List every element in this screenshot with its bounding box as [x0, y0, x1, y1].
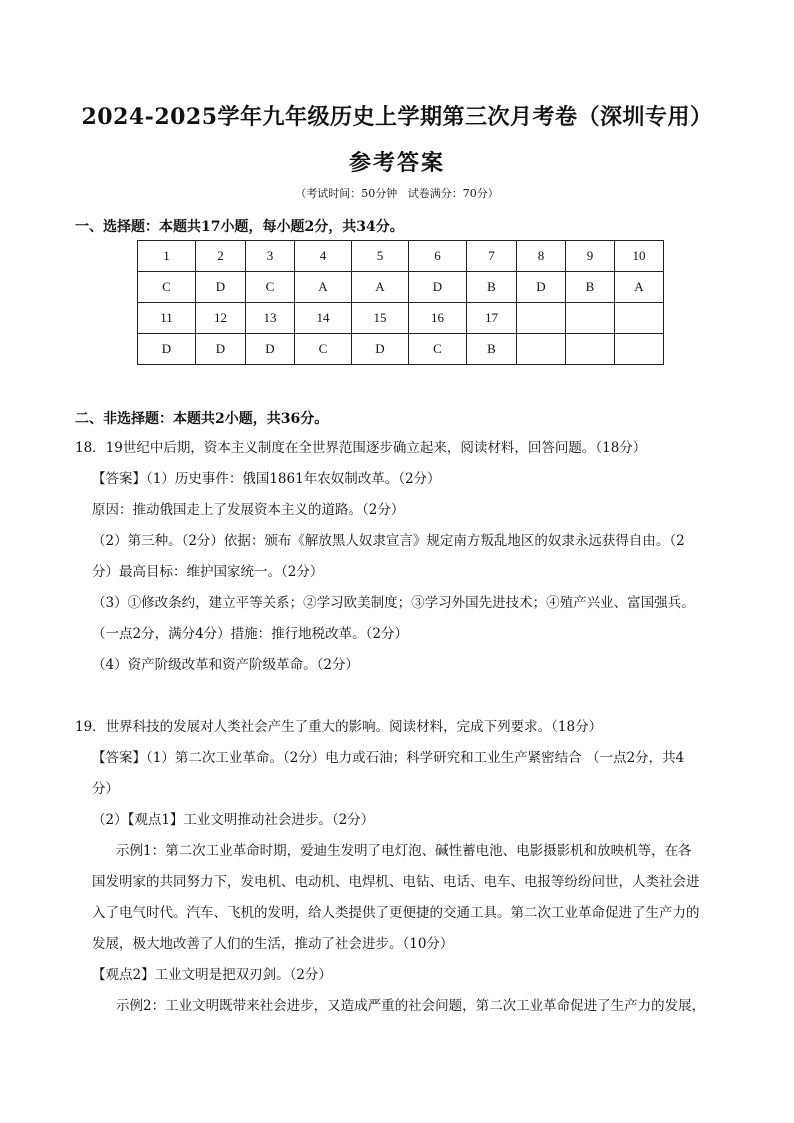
question-number-cell	[615, 303, 664, 334]
answer-cell: B	[467, 334, 517, 365]
answer-cell: D	[196, 334, 246, 365]
question-number-cell	[566, 303, 615, 334]
question-number-cell: 14	[295, 303, 352, 334]
q18-line: 分）最高目标：维护国家统一。（2分）	[92, 564, 324, 580]
question-number-cell: 4	[295, 241, 352, 272]
answer-cell	[615, 334, 664, 365]
answer-cell: D	[517, 272, 566, 303]
q19-line: 入了电气时代。汽车、飞机的发明，给人类提供了更便捷的交通工具。第二次工业革命促进了生产力的	[92, 905, 700, 921]
question-number-cell: 10	[615, 241, 664, 272]
question-number-cell: 6	[409, 241, 467, 272]
question-number-cell: 1	[138, 241, 196, 272]
question-number-cell: 15	[352, 303, 409, 334]
question-number-cell: 17	[467, 303, 517, 334]
q19-line: 国发明家的共同努力下，发电机、电动机、电焊机、电钻、电话、电车、电报等纷纷问世，人类社会进	[92, 874, 700, 890]
q18-line: （2）第三种。（2分）依据：颁布《解放黑人奴隶宣言》规定南方叛乱地区的奴隶永远获得自由。（2	[92, 533, 685, 549]
question-number-cell: 7	[467, 241, 517, 272]
answer-table-row	[138, 334, 664, 365]
q18-line: （一点2分，满分4分）措施：推行地税改革。（2分）	[92, 626, 409, 642]
section1-heading: 一、选择题：本题共17小题，每小题2分，共34分。	[75, 219, 404, 235]
answer-cell: A	[295, 272, 352, 303]
q19-line: 分）	[92, 781, 119, 797]
answer-cell: C	[246, 272, 295, 303]
q18-line: （4）资产阶级改革和资产阶级革命。（2分）	[92, 657, 359, 673]
q18-line: 原因：推动俄国走上了发展资本主义的道路。（2分）	[92, 502, 405, 518]
answer-table	[137, 240, 664, 365]
question-number-cell: 11	[138, 303, 196, 334]
answer-cell: D	[246, 334, 295, 365]
answer-cell: D	[196, 272, 246, 303]
q19-line: （2）【观点1】工业文明推动社会进步。（2分）	[92, 812, 375, 828]
answer-cell: B	[566, 272, 615, 303]
answer-cell: A	[352, 272, 409, 303]
q19-line: 示例2：工业文明既带来社会进步，又造成严重的社会问题，第二次工业革命促进了生产力的发展，	[116, 998, 706, 1014]
answer-cell: C	[295, 334, 352, 365]
section2-heading: 二、非选择题：本题共2小题，共36分。	[75, 411, 329, 427]
exam-info: （考试时间：50分钟 试卷满分：70分）	[295, 187, 499, 200]
answer-cell: C	[138, 272, 196, 303]
question-number-cell: 3	[246, 241, 295, 272]
q19-line: 【观点2】工业文明是把双刃剑。（2分）	[92, 967, 332, 983]
question-number-cell: 12	[196, 303, 246, 334]
question-number-cell	[517, 303, 566, 334]
answer-cell: D	[352, 334, 409, 365]
answer-cell: A	[615, 272, 664, 303]
q18-line: （3）①修改条约，建立平等关系；②学习欧美制度；③学习外国先进技术；④殖产兴业、富国强兵。	[92, 595, 695, 611]
answer-table-row	[138, 303, 664, 334]
question-number-cell: 2	[196, 241, 246, 272]
q19-stem: 19．世界科技的发展对人类社会产生了重大的影响。阅读材料，完成下列要求。（18分）	[75, 719, 603, 735]
q18-stem: 18．19世纪中后期，资本主义制度在全世界范围逐步确立起来，阅读材料，回答问题。（18分）	[75, 440, 647, 456]
answer-cell: D	[138, 334, 196, 365]
page-title: 2024-2025学年九年级历史上学期第三次月考卷（深圳专用）	[81, 104, 713, 130]
q18-line: 【答案】（1）历史事件：俄国1861年农奴制改革。（2分）	[92, 471, 441, 487]
answer-cell: B	[467, 272, 517, 303]
answer-cell	[566, 334, 615, 365]
q19-line: 发展，极大地改善了人们的生活，推动了社会进步。（10分）	[92, 936, 454, 952]
question-number-cell: 16	[409, 303, 467, 334]
question-number-cell: 9	[566, 241, 615, 272]
q19-line: 【答案】（1）第二次工业革命。（2分）电力或石油；科学研究和工业生产紧密结合 （一点2分，共4	[92, 750, 685, 766]
answer-cell: C	[409, 334, 467, 365]
answer-cell: D	[409, 272, 467, 303]
page-subtitle: 参考答案	[348, 150, 445, 176]
answer-cell	[517, 334, 566, 365]
question-number-cell: 8	[517, 241, 566, 272]
q19-line: 示例1：第二次工业革命时期，爱迪生发明了电灯泡、碱性蓄电池、电影摄影机和放映机等，在各	[116, 843, 692, 859]
question-number-cell: 13	[246, 303, 295, 334]
answer-table-row	[138, 241, 664, 272]
answer-table-row	[138, 272, 664, 303]
question-number-cell: 5	[352, 241, 409, 272]
